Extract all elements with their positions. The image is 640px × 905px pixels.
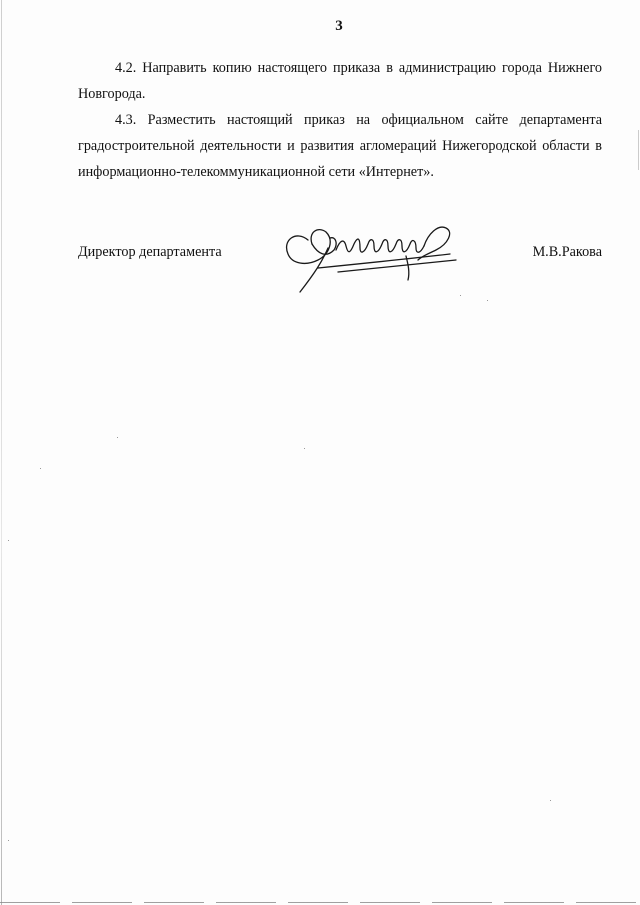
handwritten-signature-icon bbox=[278, 210, 468, 300]
signer-role: Директор департамента bbox=[78, 244, 222, 260]
scan-speck bbox=[40, 468, 41, 469]
signer-name: М.В.Ракова bbox=[532, 244, 602, 260]
scan-speck bbox=[487, 300, 488, 301]
scan-edge-right bbox=[638, 130, 639, 170]
page-number: 3 bbox=[335, 18, 343, 34]
scan-speck bbox=[117, 437, 118, 438]
scan-edge-bottom bbox=[0, 902, 640, 903]
scan-speck bbox=[8, 840, 9, 841]
scan-speck bbox=[550, 800, 551, 801]
scan-edge-left bbox=[1, 0, 2, 905]
scan-speck bbox=[460, 295, 461, 296]
scan-speck bbox=[8, 540, 9, 541]
scan-speck bbox=[304, 448, 305, 449]
paragraph-4-2: 4.2. Направить копию настоящего приказа в администрацию города Нижнего Новгорода. bbox=[78, 60, 602, 102]
paragraph-4-3: 4.3. Разместить настоящий приказ на официальном сайте департамента градостроительной деятельности и развития агломераций Нижегородской области в информационно-телекоммуникационной сети «Интернет». bbox=[78, 112, 602, 180]
